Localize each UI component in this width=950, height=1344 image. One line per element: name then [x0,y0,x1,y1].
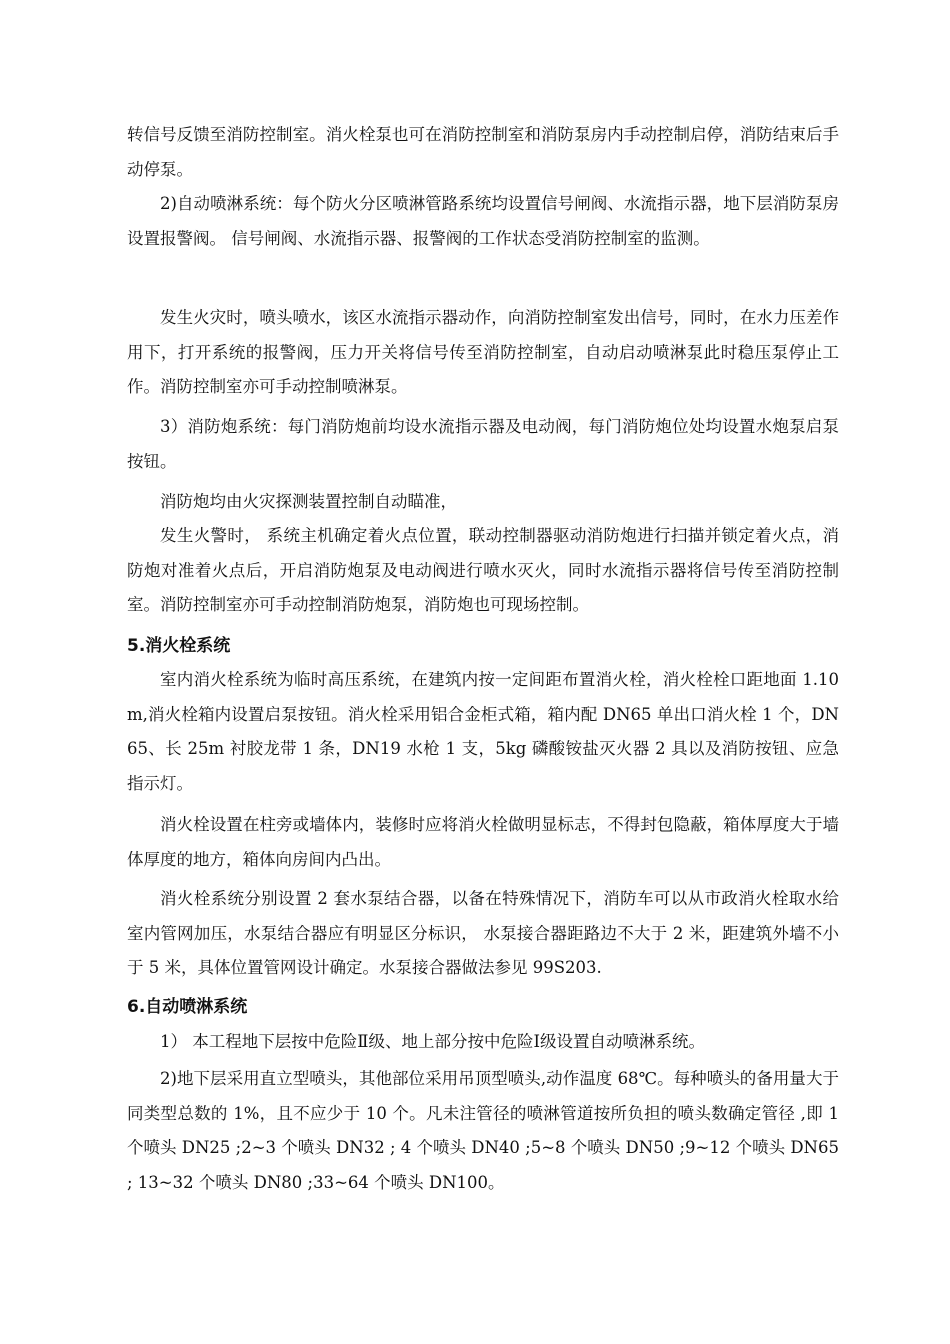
paragraph-cannon-aiming: 消防炮均由火灾探测装置控制自动瞄准， [160,492,457,511]
paragraph-indoor-hydrant: 室内消火栓系统为临时高压系统，在建筑内按一定间距布置消火栓，消火栓栓口距地面 1.10m,消火栓箱内设置启泵按钮。消火栓采用铝合金柜式箱，箱内配 DN65 单出口消火栓 1 个，DN65、长 25m 衬胶龙带 1 条，DN19 水枪 1 支，5kg 磷酸铵盐灭火器 2 具以及消防按钮、应急指示灯。 [127,670,839,793]
paragraph-fire-event-sprinkler: 发生火灾时，喷头喷水，该区水流指示器动作，向消防控制室发出信号，同时，在水力压差作用下，打开系统的报警阀，压力开关将信号传至消防控制室，自动启动喷淋泵此时稳压泵停止工作。消防控制室亦可手动控制喷淋泵。 [127,308,839,396]
paragraph-fire-cannon-system: 3）消防炮系统：每门消防炮前均设水流指示器及电动阀，每门消防炮位处均设置水炮泵启泵按钮。 [127,417,839,471]
paragraph-hydrant-pump-feedback: 转信号反馈至消防控制室。消火栓泵也可在消防控制室和消防泵房内手动控制启停，消防结束后手动停泵。 [127,125,839,179]
paragraph-pump-adapter: 消火栓系统分别设置 2 套水泵结合器，以备在特殊情况下，消防车可以从市政消火栓取水给室内管网加压，水泵结合器应有明显区分标识， 水泵接合器距路边不大于 2 米，距建筑外墙不小于 5 米，具体位置管网设计确定。水泵接合器做法参见 99S203. [127,889,839,977]
paragraph-hydrant-placement: 消火栓设置在柱旁或墙体内，装修时应将消火栓做明显标志，不得封包隐蔽，箱体厚度大于墙体厚度的地方，箱体向房间内凸出。 [127,815,839,869]
section-heading-hydrant-system: 5.消火栓系统 [127,636,231,656]
paragraph-sprinkler-heads: 2)地下层采用直立型喷头，其他部位采用吊顶型喷头,动作温度 68℃。每种喷头的备用量大于同类型总数的 1%，且不应少于 10 个。凡未注管径的喷淋管道按所负担的喷头数确定管径 ,即 1 个喷头 DN25 ;2~3 个喷头 DN32 ; 4 个喷头 DN40 ;5~8 个喷头 DN50 ;9~12 个喷头 DN65 ; 13~32 个喷头 DN80 ;33~64 个喷头 DN100。 [127,1069,839,1192]
paragraph-auto-sprinkler-system: 2)自动喷淋系统：每个防火分区喷淋管路系统均设置信号闸阀、水流指示器，地下层消防泵房设置报警阀。 信号闸阀、水流指示器、报警阀的工作状态受消防控制室的监测。 [127,194,839,248]
section-heading-sprinkler-system: 6.自动喷淋系统 [127,997,248,1017]
paragraph-fire-alarm-cannon: 发生火警时， 系统主机确定着火点位置，联动控制器驱动消防炮进行扫描并锁定着火点，消防炮对准着火点后，开启消防炮泵及电动阀进行喷水灭火，同时水流指示器将信号传至消防控制室。消防控制室亦可手动控制消防炮泵，消防炮也可现场控制。 [127,526,839,614]
paragraph-hazard-level: 1） 本工程地下层按中危险Ⅱ级、地上部分按中危险Ⅰ级设置自动喷淋系统。 [160,1032,705,1051]
